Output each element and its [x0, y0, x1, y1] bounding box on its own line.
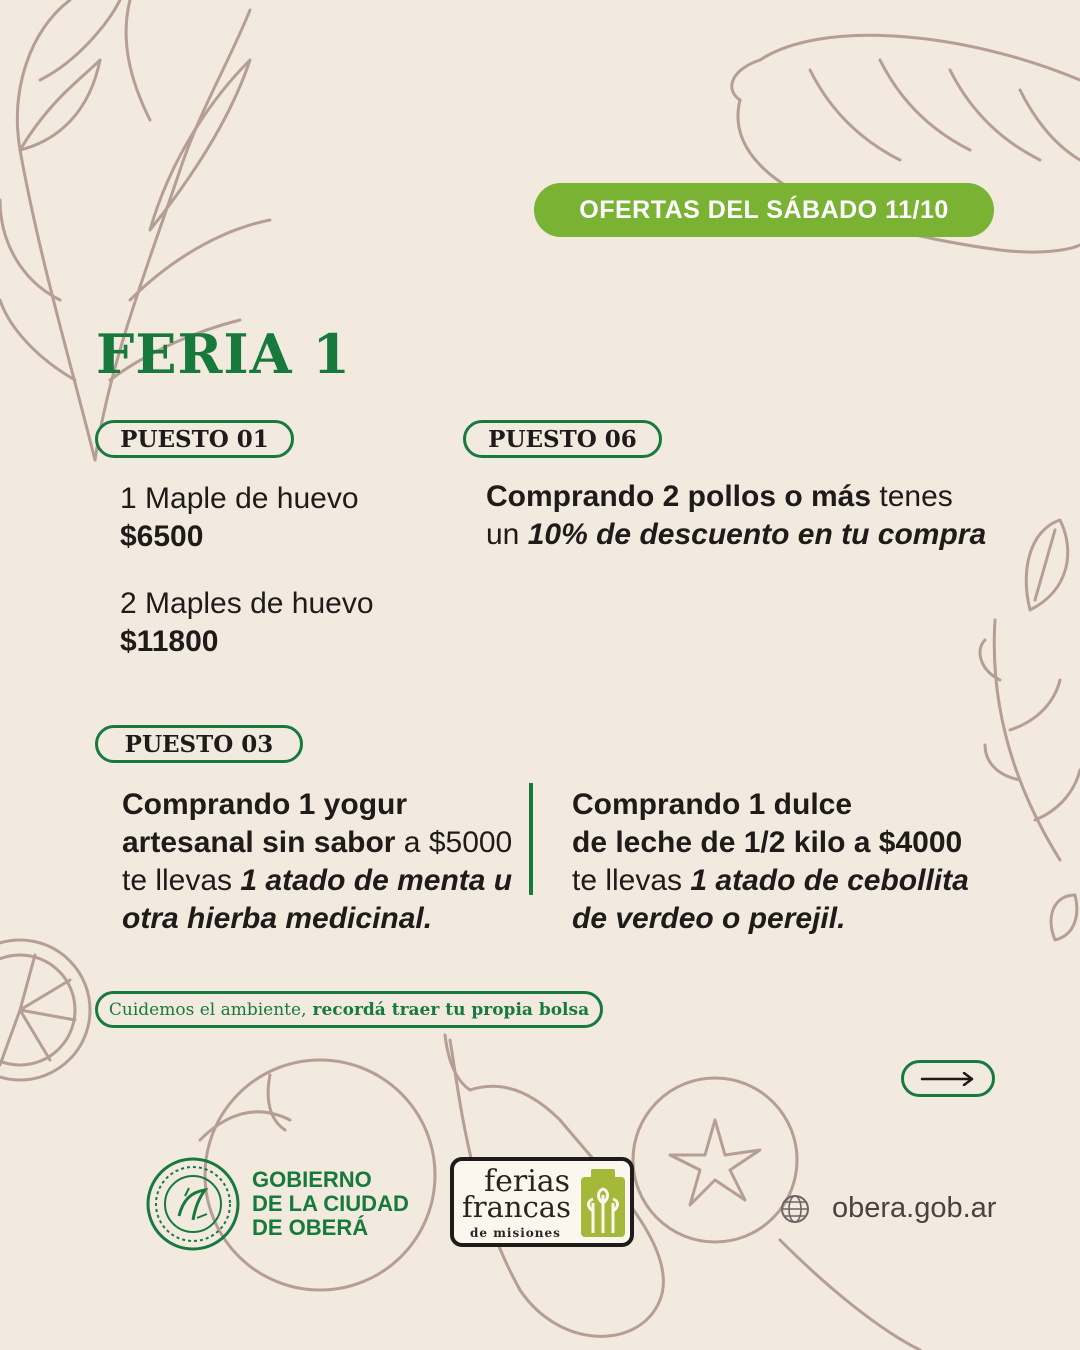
stall-01-offer-2 [120, 585, 374, 661]
stall-01-label: PUESTO 01 [95, 420, 294, 458]
offer-divider [529, 783, 533, 895]
stall-01-item-1-name: 1 Maple de huevo [120, 482, 359, 515]
bring-bag-reminder: Cuidemos el ambiente, recordá traer tu propia bolsa [95, 991, 603, 1028]
arrow-right-icon [920, 1072, 976, 1086]
stall-01-item-1-price: $6500 [120, 520, 204, 553]
ferias-francas-logo: ferias francas de misiones [450, 1157, 634, 1247]
offer-date-badge: OFERTAS DEL SÁBADO 11/10 [534, 183, 994, 237]
stall-03-offer-yogurt: Comprando 1 yogur artesanal sin sabor a $5000 te llevas 1 atado de menta u otra hierba medicinal. [122, 788, 513, 935]
website-link[interactable] [780, 1192, 996, 1225]
stall-01-item-2-price: $11800 [120, 625, 219, 658]
stall-03-offer-dulce: Comprando 1 dulce de leche de 1/2 kilo a $4000 te llevas 1 atado de cebollita de verdeo o perejil. [572, 788, 969, 935]
gov-name: GOBIERNO DE LA CIUDAD DE OBERÁ [252, 1167, 409, 1240]
fair-title: FERIA 1 [96, 322, 351, 386]
gov-seal-icon [145, 1156, 241, 1252]
website-text: obera.gob.ar [832, 1192, 997, 1224]
stall-01-offer-1 [120, 480, 359, 556]
stall-01-item-2-name: 2 Maples de huevo [120, 587, 374, 620]
ferias-emblem-icon [577, 1167, 629, 1239]
stall-06-offer: Comprando 2 pollos o más tenes un 10% de descuento en tu compra [486, 480, 987, 551]
stall-06-label: PUESTO 06 [463, 420, 662, 458]
next-slide-button[interactable] [901, 1060, 995, 1097]
stall-03-label: PUESTO 03 [95, 725, 303, 763]
globe-icon [780, 1194, 810, 1224]
